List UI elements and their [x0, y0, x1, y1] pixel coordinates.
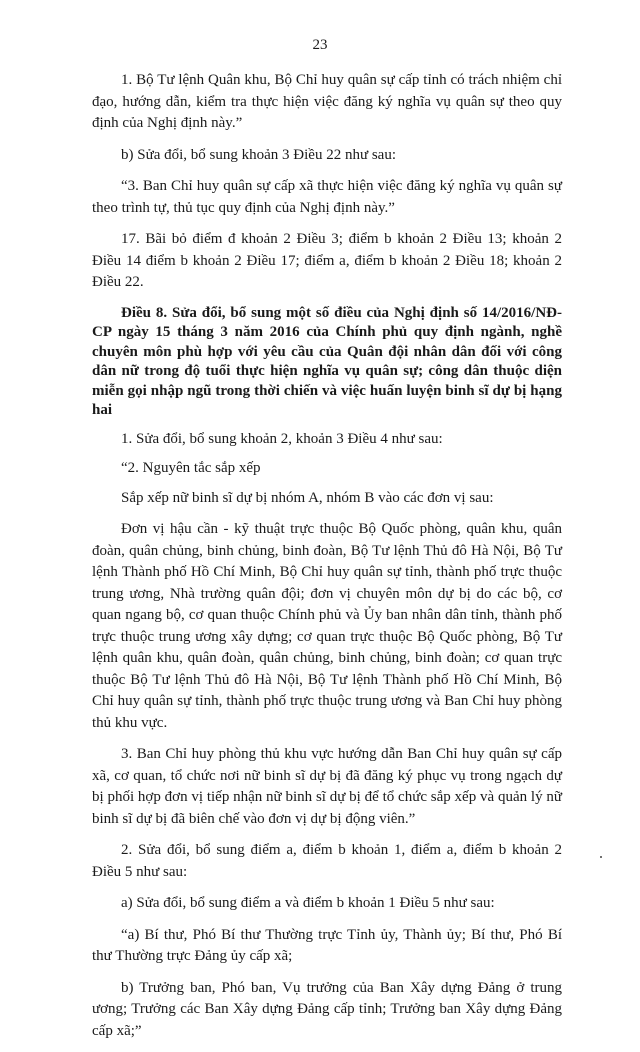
paragraph-amend-article-5-clause-1: a) Sửa đổi, bổ sung điểm a và điểm b khoản 1 Điều 5 như sau: — [121, 895, 495, 911]
paragraph-arrangement-groups: Sắp xếp nữ binh sĩ dự bị nhóm A, nhóm B vào các đơn vị sau: — [121, 489, 494, 506]
paragraph-amend-article-4: 1. Sửa đổi, bổ sung khoản 2, khoản 3 Điều 4 như sau: — [121, 430, 443, 447]
paragraph-amend-article-22: b) Sửa đổi, bổ sung khoản 3 Điều 22 như sau: — [121, 146, 396, 163]
paragraph-repeal-17: 17. Bãi bỏ điểm đ khoản 2 Điều 3; điểm b khoản 2 Điều 13; khoản 2 Điều 14 điểm b khoản 2 Điều 17; điểm a, điểm b khoản 2 Điều 18; khoản 2 Điều 22. — [92, 231, 562, 290]
page-number: 23 — [312, 37, 328, 53]
paragraph-amend-article-5: 2. Sửa đổi, bổ sung điểm a, điểm b khoản 1, điểm a, điểm b khoản 2 Điều 5 như sau: — [92, 842, 562, 880]
paragraph-unit-list: Đơn vị hậu cần - kỹ thuật trực thuộc Bộ Quốc phòng, quân khu, quân đoàn, quân chủng, binh chủng, binh đoàn, Bộ Tư lệnh Thủ đô Hà Nội, Bộ Tư lệnh Thành phố Hồ Chí Minh, Bộ Chỉ huy quân sự tỉnh, thành phố trực thuộc trung ương, Nhà trường quân đội; đơn vị chuyên môn dự bị do các bộ, cơ quan ngang bộ, cơ quan thuộc Chính phủ và Ủy ban nhân dân tỉnh, thành phố trực thuộc trung ương xây dựng; cơ quan trực thuộc Bộ Quốc phòng, Bộ Tư lệnh quân khu, quân đoàn, quân chủng, binh chủng, binh đoàn; cơ quan trực thuộc Bộ Tư lệnh Thủ đô Hà Nội, Bộ Tư lệnh Thành phố Hồ Chí Minh, Bộ Chỉ huy quân sự tỉnh, thành phố trực thuộc trung ương và Ban Chỉ huy phòng thủ khu vực. — [92, 521, 562, 731]
paragraph-party-secretary: “a) Bí thư, Phó Bí thư Thường trực Tỉnh ủy, Thành ủy; Bí thư, Phó Bí thư Thường trực Đảng ủy cấp xã; — [92, 926, 562, 964]
paragraph-commune-registration: “3. Ban Chỉ huy quân sự cấp xã thực hiện việc đăng ký nghĩa vụ quân sự theo trình tự, thủ tục quy định của Nghị định này.” — [92, 178, 562, 216]
article-8-heading: Điều 8. Sửa đổi, bổ sung một số điều của Nghị định số 14/2016/NĐ-CP ngày 15 tháng 3 năm 2016 của Chính phủ quy định ngành, nghề chuyên môn phù hợp với yêu cầu của Quân đội nhân dân đối với công dân nữ trong độ tuổi thực hiện nghĩa vụ quân sự; công dân thuộc diện miễn gọi nhập ngũ trong thời chiến và việc huấn luyện binh sĩ dự bị hạng hai — [92, 304, 562, 418]
scan-speck — [600, 856, 602, 858]
paragraph-defense-command-guidance: 3. Ban Chỉ huy phòng thủ khu vực hướng dẫn Ban Chỉ huy quân sự cấp xã, cơ quan, tổ chức nơi nữ binh sĩ dự bị đã đăng ký phục vụ trong ngạch dự bị phối hợp đơn vị tiếp nhận nữ binh sĩ dự bị để tổ chức sắp xếp và quản lý nữ binh sĩ dự bị đã biên chế vào đơn vị dự bị động viên.” — [92, 746, 562, 827]
document-body — [92, 70, 562, 1052]
paragraph-arrangement-principle: “2. Nguyên tắc sắp xếp — [121, 460, 261, 476]
paragraph-clause-1-responsibility: 1. Bộ Tư lệnh Quân khu, Bộ Chỉ huy quân sự cấp tỉnh có trách nhiệm chỉ đạo, hướng dẫn, kiểm tra thực hiện việc đăng ký nghĩa vụ quân sự theo quy định của Nghị định này.” — [92, 72, 562, 131]
paragraph-party-building-heads: b) Trưởng ban, Phó ban, Vụ trưởng của Ban Xây dựng Đảng ở trung ương; Trưởng các Ban Xây dựng Đảng cấp tỉnh; Trưởng ban Xây dựng Đảng cấp xã;” — [92, 979, 562, 1039]
